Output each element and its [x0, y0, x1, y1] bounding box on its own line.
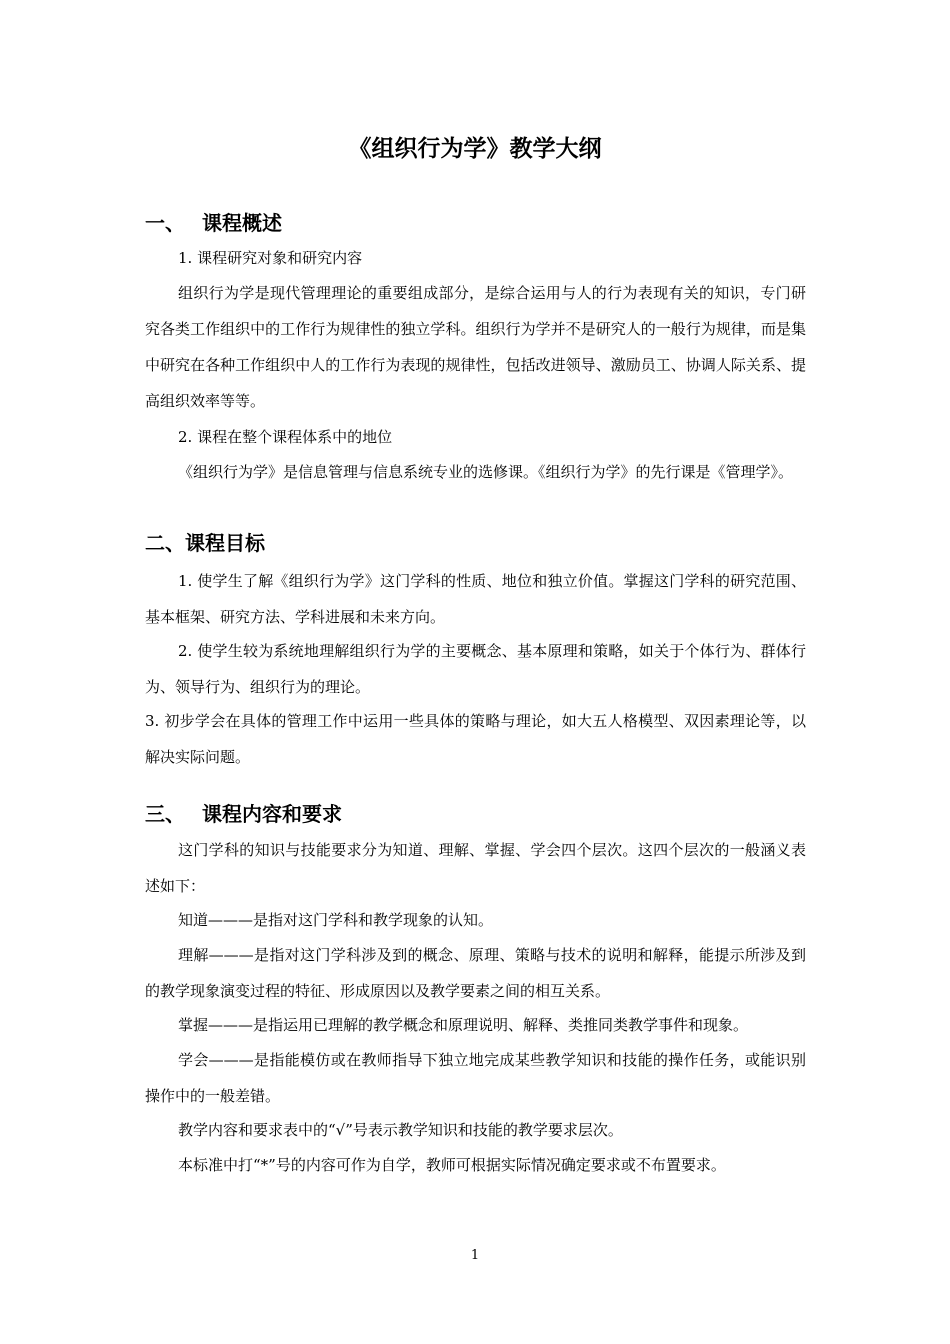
section-title: 课程目标 [185, 531, 265, 555]
paragraph: 1. 使学生了解《组织行为学》这门学科的性质、地位和独立价值。掌握这门学科的研究范围、基本框架、研究方法、学科进展和未来方向。 [145, 572, 806, 626]
paragraph: 理解———是指对这门学科涉及到的概念、原理、策略与技术的说明和解释，能提示所涉及到的教学现象演变过程的特征、形成原因以及教学要素之间的相互关系。 [145, 946, 806, 1000]
subsection-label: 1. 课程研究对象和研究内容 [178, 249, 363, 267]
paragraph: 2. 使学生较为系统地理解组织行为学的主要概念、基本原理和策略，如关于个体行为、群体行为、领导行为、组织行为的理论。 [145, 642, 806, 696]
paragraph: 组织行为学是现代管理理论的重要组成部分，是综合运用与人的行为表现有关的知识，专门研究各类工作组织中的工作行为规律性的独立学科。组织行为学并不是研究人的一般行为规律，而是集中研究在各种工作组织中人的工作行为表现的规律性，包括改进领导、激励员工、协调人际关系、提高组织效率等等。 [145, 284, 806, 410]
section-title: 课程概述 [202, 211, 282, 235]
section-title: 课程内容和要求 [202, 802, 342, 826]
paragraph: 3. 初步学会在具体的管理工作中运用一些具体的策略与理论，如大五人格模型、双因素理论等，以解决实际问题。 [145, 712, 806, 766]
section-number: 一、 [145, 211, 185, 235]
paragraph: 知道———是指对这门学科和教学现象的认知。 [178, 911, 494, 929]
page-number: 1 [470, 1248, 480, 1263]
paragraph: 教学内容和要求表中的“√”号表示教学知识和技能的教学要求层次。 [178, 1121, 623, 1139]
paragraph: 本标准中打“*”号的内容可作为自学，教师可根据实际情况确定要求或不布置要求。 [178, 1156, 726, 1174]
section-heading-2 [145, 529, 265, 557]
section-number: 三、 [145, 802, 185, 826]
paragraph: 这门学科的知识与技能要求分为知道、理解、掌握、学会四个层次。这四个层次的一般涵义表述如下： [145, 841, 806, 895]
section-heading-3 [145, 800, 342, 828]
paragraph: 掌握———是指运用已理解的教学概念和原理说明、解释、类推同类教学事件和现象。 [178, 1016, 749, 1034]
document-title: 《组织行为学》教学大纲 [348, 136, 602, 162]
paragraph: 《组织行为学》是信息管理与信息系统专业的选修课。《组织行为学》的先行课是《管理学》。 [178, 463, 794, 481]
section-number: 二、 [145, 531, 185, 555]
paragraph: 学会———是指能模仿或在教师指导下独立地完成某些教学知识和技能的操作任务，或能识别操作中的一般差错。 [145, 1051, 806, 1105]
section-heading-1 [145, 209, 282, 237]
subsection-label: 2. 课程在整个课程体系中的地位 [178, 428, 393, 446]
